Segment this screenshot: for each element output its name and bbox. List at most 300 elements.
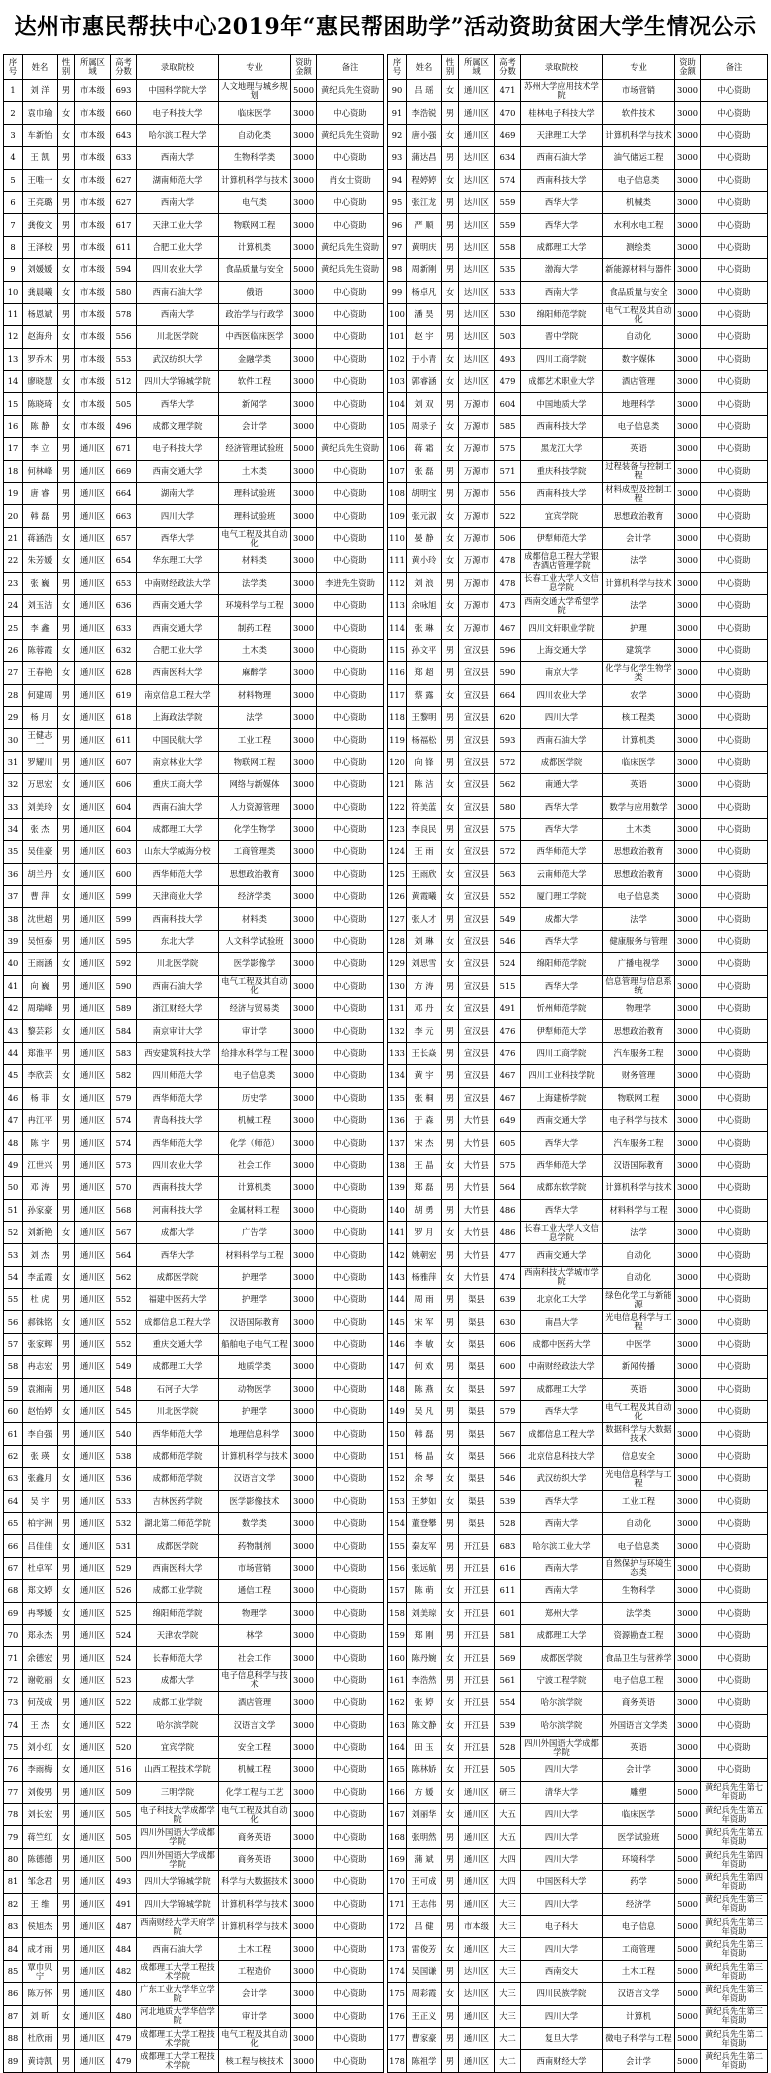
cell-area: 通川区 bbox=[75, 1199, 111, 1221]
table-row bbox=[4, 1221, 384, 1243]
cell-name: 韩 磊 bbox=[407, 1423, 442, 1445]
cell-school: 厦门理工学院 bbox=[521, 886, 603, 908]
cell-note: 中心资助 bbox=[701, 706, 768, 728]
cell-score: 575 bbox=[495, 438, 521, 460]
cell-score: 578 bbox=[111, 303, 137, 325]
cell-area: 大竹县 bbox=[459, 1266, 495, 1288]
cell-name: 程婷婷 bbox=[407, 169, 442, 191]
cell-name: 陈 洁 bbox=[407, 774, 442, 796]
table-row bbox=[388, 1311, 768, 1333]
table-row bbox=[388, 1871, 768, 1893]
cell-seq: 87 bbox=[4, 2005, 23, 2027]
cell-sex: 女 bbox=[58, 2005, 75, 2027]
cell-area: 开江县 bbox=[459, 1580, 495, 1602]
cell-name: 周瑞峰 bbox=[23, 998, 58, 1020]
cell-name: 郑 刚 bbox=[407, 1624, 442, 1646]
cell-seq: 68 bbox=[4, 1580, 23, 1602]
cell-note: 中心资助 bbox=[317, 2050, 384, 2072]
cell-area: 万源市 bbox=[459, 594, 495, 616]
cell-sex: 女 bbox=[58, 953, 75, 975]
cell-amount: 3000 bbox=[675, 1311, 701, 1333]
cell-area: 万源市 bbox=[459, 460, 495, 482]
cell-amount: 3000 bbox=[675, 1602, 701, 1624]
cell-score: 606 bbox=[495, 1333, 521, 1355]
cell-seq: 159 bbox=[388, 1624, 407, 1646]
cell-major: 思想政治教育 bbox=[603, 863, 675, 885]
table-row bbox=[4, 572, 384, 594]
cell-score: 474 bbox=[495, 1266, 521, 1288]
cell-score: 633 bbox=[111, 617, 137, 639]
cell-seq: 145 bbox=[388, 1311, 407, 1333]
cell-seq: 91 bbox=[388, 102, 407, 124]
cell-sex: 女 bbox=[58, 774, 75, 796]
cell-score: 大三 bbox=[495, 1960, 521, 1982]
table-row bbox=[4, 751, 384, 773]
table-row bbox=[388, 1714, 768, 1736]
cell-score: 589 bbox=[111, 998, 137, 1020]
cell-seq: 47 bbox=[4, 1109, 23, 1131]
cell-amount: 3000 bbox=[291, 1938, 317, 1960]
cell-school: 西南石油大学 bbox=[137, 281, 219, 303]
cell-score: 467 bbox=[495, 617, 521, 639]
cell-area: 通川区 bbox=[459, 124, 495, 146]
cell-score: 643 bbox=[111, 124, 137, 146]
cell-area: 通川区 bbox=[75, 841, 111, 863]
cell-major: 工商管理 bbox=[603, 1938, 675, 1960]
cell-seq: 166 bbox=[388, 1781, 407, 1803]
header-name: 姓名 bbox=[407, 55, 442, 80]
cell-score: 618 bbox=[111, 706, 137, 728]
cell-major: 土木类 bbox=[603, 818, 675, 840]
cell-school: 四川农业大学 bbox=[137, 1154, 219, 1176]
table-row bbox=[4, 1557, 384, 1579]
cell-note: 中心资助 bbox=[701, 796, 768, 818]
cell-seq: 69 bbox=[4, 1602, 23, 1624]
cell-area: 市本级 bbox=[75, 191, 111, 213]
cell-area: 宣汉县 bbox=[459, 953, 495, 975]
cell-score: 480 bbox=[111, 1983, 137, 2005]
cell-score: 503 bbox=[495, 326, 521, 348]
cell-school: 成都医学院 bbox=[521, 1647, 603, 1669]
cell-amount: 3000 bbox=[291, 1378, 317, 1400]
cell-name: 李浩锐 bbox=[407, 102, 442, 124]
cell-seq: 79 bbox=[4, 1826, 23, 1848]
cell-area: 万源市 bbox=[459, 572, 495, 594]
cell-note: 黄纪兵先生第五年资助 bbox=[701, 1826, 768, 1848]
cell-name: 韩 磊 bbox=[23, 505, 58, 527]
cell-school: 桂林电子科技大学 bbox=[521, 102, 603, 124]
cell-sex: 男 bbox=[58, 998, 75, 1020]
cell-amount: 3000 bbox=[675, 751, 701, 773]
cell-score: 467 bbox=[495, 1087, 521, 1109]
cell-amount: 3000 bbox=[291, 751, 317, 773]
cell-sex: 女 bbox=[58, 371, 75, 393]
cell-name: 吕佳佳 bbox=[23, 1535, 58, 1557]
cell-major: 自然保护与环境生态类 bbox=[603, 1557, 675, 1579]
table-row bbox=[388, 303, 768, 325]
cell-area: 市本级 bbox=[75, 393, 111, 415]
cell-school: 河北地质大学华信学院 bbox=[137, 2005, 219, 2027]
cell-sex: 女 bbox=[58, 169, 75, 191]
cell-area: 市本级 bbox=[75, 303, 111, 325]
cell-seq: 60 bbox=[4, 1401, 23, 1423]
cell-note: 中心资助 bbox=[317, 348, 384, 370]
cell-area: 市本级 bbox=[75, 326, 111, 348]
cell-major: 法学 bbox=[219, 706, 291, 728]
cell-sex: 女 bbox=[58, 1535, 75, 1557]
cell-amount: 3000 bbox=[291, 102, 317, 124]
cell-major: 计算机科学与技术 bbox=[603, 124, 675, 146]
cell-amount: 3000 bbox=[675, 1759, 701, 1781]
cell-sex: 女 bbox=[58, 1020, 75, 1042]
cell-sex: 男 bbox=[442, 729, 459, 751]
cell-seq: 76 bbox=[4, 1759, 23, 1781]
cell-amount: 3000 bbox=[291, 1177, 317, 1199]
cell-sex: 男 bbox=[442, 1871, 459, 1893]
cell-major: 会计学 bbox=[603, 527, 675, 549]
cell-sex: 男 bbox=[442, 818, 459, 840]
cell-note: 中心资助 bbox=[701, 1557, 768, 1579]
cell-area: 通川区 bbox=[75, 1535, 111, 1557]
cell-name: 蔡 露 bbox=[407, 684, 442, 706]
cell-school: 河南科技大学 bbox=[137, 1199, 219, 1221]
cell-score: 477 bbox=[495, 1244, 521, 1266]
table-row bbox=[388, 1916, 768, 1938]
cell-school: 清华大学 bbox=[521, 1781, 603, 1803]
cell-area: 通川区 bbox=[75, 818, 111, 840]
cell-sex: 男 bbox=[442, 1916, 459, 1938]
cell-note: 黄纪兵先生第二年资助 bbox=[701, 2050, 768, 2072]
cell-sex: 男 bbox=[442, 1669, 459, 1691]
cell-amount: 5000 bbox=[675, 2027, 701, 2049]
cell-major: 临床医学 bbox=[603, 751, 675, 773]
cell-school: 西南医科大学 bbox=[137, 662, 219, 684]
cell-major: 电气工程及其自动化 bbox=[219, 975, 291, 997]
cell-score: 476 bbox=[495, 1020, 521, 1042]
cell-amount: 5000 bbox=[291, 80, 317, 102]
cell-major: 电子信息类 bbox=[603, 886, 675, 908]
cell-sex: 男 bbox=[58, 1199, 75, 1221]
cell-score: 607 bbox=[111, 751, 137, 773]
cell-sex: 男 bbox=[58, 1154, 75, 1176]
cell-area: 通川区 bbox=[459, 1781, 495, 1803]
cell-major: 机械类 bbox=[603, 191, 675, 213]
cell-note: 黄纪兵先生第三年资助 bbox=[701, 1983, 768, 2005]
cell-major: 理科试验班 bbox=[219, 483, 291, 505]
cell-amount: 3000 bbox=[675, 886, 701, 908]
cell-area: 通川区 bbox=[75, 1580, 111, 1602]
cell-major: 物理学 bbox=[603, 998, 675, 1020]
cell-area: 渠县 bbox=[459, 1513, 495, 1535]
table-row bbox=[4, 1244, 384, 1266]
cell-note: 中心资助 bbox=[317, 1221, 384, 1243]
cell-seq: 75 bbox=[4, 1736, 23, 1758]
cell-note: 中心资助 bbox=[701, 1602, 768, 1624]
header-sex: 性别 bbox=[58, 55, 75, 80]
cell-name: 胡明宝 bbox=[407, 483, 442, 505]
cell-major: 给排水科学与工程 bbox=[219, 1042, 291, 1064]
cell-area: 渠县 bbox=[459, 1311, 495, 1333]
cell-note: 黄纪兵先生第五年资助 bbox=[701, 1804, 768, 1826]
cell-area: 通川区 bbox=[75, 908, 111, 930]
cell-seq: 35 bbox=[4, 841, 23, 863]
cell-score: 大五 bbox=[495, 1826, 521, 1848]
cell-seq: 2 bbox=[4, 102, 23, 124]
cell-sex: 女 bbox=[442, 1468, 459, 1490]
cell-major: 广播电视学 bbox=[603, 953, 675, 975]
cell-amount: 3000 bbox=[291, 348, 317, 370]
cell-name: 刘 琳 bbox=[407, 930, 442, 952]
header-amount: 资助金额 bbox=[675, 55, 701, 80]
cell-note: 中心资助 bbox=[701, 80, 768, 102]
cell-sex: 女 bbox=[442, 505, 459, 527]
cell-seq: 4 bbox=[4, 147, 23, 169]
cell-major: 农学 bbox=[603, 684, 675, 706]
cell-note: 中心资助 bbox=[317, 1445, 384, 1467]
cell-area: 大竹县 bbox=[459, 1109, 495, 1131]
cell-school: 成都信息工程大学 bbox=[521, 1423, 603, 1445]
cell-score: 539 bbox=[495, 1490, 521, 1512]
cell-major: 电气工程及其自动化 bbox=[219, 527, 291, 549]
cell-score: 559 bbox=[495, 214, 521, 236]
table-row bbox=[4, 1513, 384, 1535]
cell-school: 伊犁师范大学 bbox=[521, 1020, 603, 1042]
cell-note: 中心资助 bbox=[701, 684, 768, 706]
cell-note: 中心资助 bbox=[317, 303, 384, 325]
cell-area: 通川区 bbox=[75, 1871, 111, 1893]
cell-name: 邓 涛 bbox=[23, 1177, 58, 1199]
cell-score: 558 bbox=[495, 236, 521, 258]
cell-amount: 5000 bbox=[675, 1781, 701, 1803]
cell-area: 通川区 bbox=[75, 1221, 111, 1243]
cell-area: 宣汉县 bbox=[459, 1065, 495, 1087]
cell-amount: 3000 bbox=[291, 281, 317, 303]
cell-seq: 110 bbox=[388, 527, 407, 549]
cell-major: 新闻学 bbox=[219, 393, 291, 415]
cell-seq: 173 bbox=[388, 1938, 407, 1960]
table-row bbox=[4, 371, 384, 393]
cell-name: 龚俊文 bbox=[23, 214, 58, 236]
cell-amount: 3000 bbox=[675, 1423, 701, 1445]
cell-school: 渤海大学 bbox=[521, 259, 603, 281]
table-row bbox=[388, 1468, 768, 1490]
cell-seq: 135 bbox=[388, 1087, 407, 1109]
cell-sex: 男 bbox=[58, 1804, 75, 1826]
cell-major: 计算机科学与技术 bbox=[603, 1177, 675, 1199]
cell-seq: 86 bbox=[4, 1983, 23, 2005]
cell-sex: 男 bbox=[58, 1938, 75, 1960]
cell-note: 中心资助 bbox=[701, 617, 768, 639]
table-row bbox=[4, 80, 384, 102]
cell-sex: 女 bbox=[58, 124, 75, 146]
cell-seq: 50 bbox=[4, 1177, 23, 1199]
cell-school: 成都信息工程大学 bbox=[137, 1311, 219, 1333]
cell-sex: 男 bbox=[442, 1177, 459, 1199]
cell-sex: 女 bbox=[442, 348, 459, 370]
cell-amount: 3000 bbox=[675, 594, 701, 616]
cell-school: 武汉纺织大学 bbox=[137, 348, 219, 370]
cell-major: 医学影像学 bbox=[219, 953, 291, 975]
cell-note: 中心资助 bbox=[701, 371, 768, 393]
cell-sex: 女 bbox=[58, 1826, 75, 1848]
table-row bbox=[388, 169, 768, 191]
cell-area: 通川区 bbox=[75, 2050, 111, 2072]
cell-score: 487 bbox=[111, 1916, 137, 1938]
cell-major: 外国语言文学类 bbox=[603, 1714, 675, 1736]
cell-note: 中心资助 bbox=[317, 1714, 384, 1736]
cell-score: 大三 bbox=[495, 1916, 521, 1938]
cell-sex: 女 bbox=[442, 438, 459, 460]
cell-amount: 3000 bbox=[291, 594, 317, 616]
cell-note: 中心资助 bbox=[701, 1356, 768, 1378]
cell-score: 524 bbox=[111, 1624, 137, 1646]
cell-area: 通川区 bbox=[459, 1848, 495, 1870]
cell-score: 669 bbox=[111, 460, 137, 482]
cell-amount: 3000 bbox=[675, 1356, 701, 1378]
cell-school: 西南科技大学 bbox=[137, 908, 219, 930]
cell-score: 520 bbox=[111, 1736, 137, 1758]
cell-note: 中心资助 bbox=[701, 550, 768, 572]
cell-seq: 119 bbox=[388, 729, 407, 751]
cell-seq: 171 bbox=[388, 1893, 407, 1915]
cell-sex: 女 bbox=[442, 415, 459, 437]
cell-score: 研三 bbox=[495, 1781, 521, 1803]
cell-name: 王亮璐 bbox=[23, 191, 58, 213]
cell-school: 西南科技大学 bbox=[521, 483, 603, 505]
cell-area: 通川区 bbox=[459, 2050, 495, 2072]
cell-amount: 3000 bbox=[675, 191, 701, 213]
cell-sex: 男 bbox=[442, 706, 459, 728]
cell-area: 通川区 bbox=[75, 1087, 111, 1109]
cell-note: 中心资助 bbox=[317, 1065, 384, 1087]
cell-note: 中心资助 bbox=[701, 1132, 768, 1154]
cell-school: 湖南大学 bbox=[137, 483, 219, 505]
cell-name: 吴佳豪 bbox=[23, 841, 58, 863]
cell-major: 电子信息工程 bbox=[603, 1669, 675, 1691]
cell-sex: 女 bbox=[58, 550, 75, 572]
cell-name: 王唯一 bbox=[23, 169, 58, 191]
cell-score: 564 bbox=[495, 1177, 521, 1199]
table-row bbox=[4, 1893, 384, 1915]
cell-sex: 男 bbox=[58, 1983, 75, 2005]
cell-seq: 88 bbox=[4, 2027, 23, 2049]
table-row bbox=[388, 617, 768, 639]
cell-name: 赵怡婷 bbox=[23, 1401, 58, 1423]
cell-school: 成都理工大学 bbox=[137, 818, 219, 840]
cell-name: 车新怡 bbox=[23, 124, 58, 146]
cell-sex: 女 bbox=[442, 841, 459, 863]
cell-area: 通川区 bbox=[75, 594, 111, 616]
cell-school: 中国地质大学 bbox=[521, 393, 603, 415]
cell-amount: 3000 bbox=[291, 572, 317, 594]
cell-seq: 80 bbox=[4, 1848, 23, 1870]
cell-major: 软件技术 bbox=[603, 102, 675, 124]
cell-note: 黄纪兵先生第四年资助 bbox=[701, 1871, 768, 1893]
table-row bbox=[4, 930, 384, 952]
cell-sex: 女 bbox=[442, 774, 459, 796]
cell-name: 方 媛 bbox=[407, 1781, 442, 1803]
cell-area: 达川区 bbox=[459, 147, 495, 169]
table-row bbox=[388, 1199, 768, 1221]
cell-score: 532 bbox=[111, 1513, 137, 1535]
table-row bbox=[388, 1781, 768, 1803]
table-row bbox=[388, 1087, 768, 1109]
cell-major: 软件工程 bbox=[219, 371, 291, 393]
cell-note: 中心资助 bbox=[317, 1132, 384, 1154]
cell-school: 四川大学 bbox=[521, 1826, 603, 1848]
cell-area: 宣汉县 bbox=[459, 930, 495, 952]
cell-area: 万源市 bbox=[459, 527, 495, 549]
table-row bbox=[388, 796, 768, 818]
cell-seq: 9 bbox=[4, 259, 23, 281]
table-row bbox=[388, 438, 768, 460]
cell-school: 湖南师范大学 bbox=[137, 169, 219, 191]
cell-note: 中心资助 bbox=[701, 1759, 768, 1781]
cell-score: 528 bbox=[495, 1513, 521, 1535]
cell-amount: 3000 bbox=[291, 124, 317, 146]
cell-school: 西南大学 bbox=[137, 147, 219, 169]
cell-score: 579 bbox=[495, 1401, 521, 1423]
cell-major: 材料类 bbox=[219, 550, 291, 572]
cell-major: 绿色化学工与新能源 bbox=[603, 1289, 675, 1311]
cell-amount: 3000 bbox=[675, 841, 701, 863]
cell-seq: 102 bbox=[388, 348, 407, 370]
table-row bbox=[4, 326, 384, 348]
cell-note: 中心资助 bbox=[701, 662, 768, 684]
cell-school: 成都医学院 bbox=[137, 1535, 219, 1557]
cell-score: 535 bbox=[495, 259, 521, 281]
table-row bbox=[388, 1266, 768, 1288]
cell-school: 云南师范大学 bbox=[521, 863, 603, 885]
cell-area: 市本级 bbox=[75, 169, 111, 191]
cell-score: 552 bbox=[111, 1311, 137, 1333]
cell-sex: 女 bbox=[442, 796, 459, 818]
cell-area: 通川区 bbox=[75, 662, 111, 684]
cell-major: 思想政治教育 bbox=[603, 1020, 675, 1042]
cell-sex: 女 bbox=[442, 930, 459, 952]
cell-major: 资源勘查工程 bbox=[603, 1624, 675, 1646]
cell-seq: 74 bbox=[4, 1714, 23, 1736]
cell-score: 611 bbox=[111, 236, 137, 258]
cell-score: 566 bbox=[495, 1445, 521, 1467]
cell-note: 中心资助 bbox=[701, 393, 768, 415]
cell-score: 569 bbox=[495, 1647, 521, 1669]
header-school: 录取院校 bbox=[521, 55, 603, 80]
cell-sex: 女 bbox=[58, 393, 75, 415]
cell-school: 西南科技大学城市学院 bbox=[521, 1266, 603, 1288]
cell-amount: 3000 bbox=[675, 908, 701, 930]
cell-school: 华东理工大学 bbox=[137, 550, 219, 572]
cell-amount: 3000 bbox=[291, 1154, 317, 1176]
cell-area: 宣汉县 bbox=[459, 1087, 495, 1109]
cell-area: 宣汉县 bbox=[459, 908, 495, 930]
cell-school: 四川大学 bbox=[521, 1804, 603, 1826]
cell-amount: 3000 bbox=[675, 1087, 701, 1109]
cell-school: 哈尔滨学院 bbox=[521, 1692, 603, 1714]
cell-seq: 147 bbox=[388, 1356, 407, 1378]
cell-note: 中心资助 bbox=[701, 1647, 768, 1669]
cell-area: 通川区 bbox=[75, 1759, 111, 1781]
cell-sex: 男 bbox=[442, 236, 459, 258]
cell-note: 中心资助 bbox=[317, 1289, 384, 1311]
table-row bbox=[388, 124, 768, 146]
cell-note: 中心资助 bbox=[701, 236, 768, 258]
cell-area: 开江县 bbox=[459, 1624, 495, 1646]
cell-note: 中心资助 bbox=[317, 684, 384, 706]
cell-note: 中心资助 bbox=[317, 1199, 384, 1221]
cell-note: 中心资助 bbox=[317, 1109, 384, 1131]
cell-name: 侯旭杰 bbox=[23, 1916, 58, 1938]
